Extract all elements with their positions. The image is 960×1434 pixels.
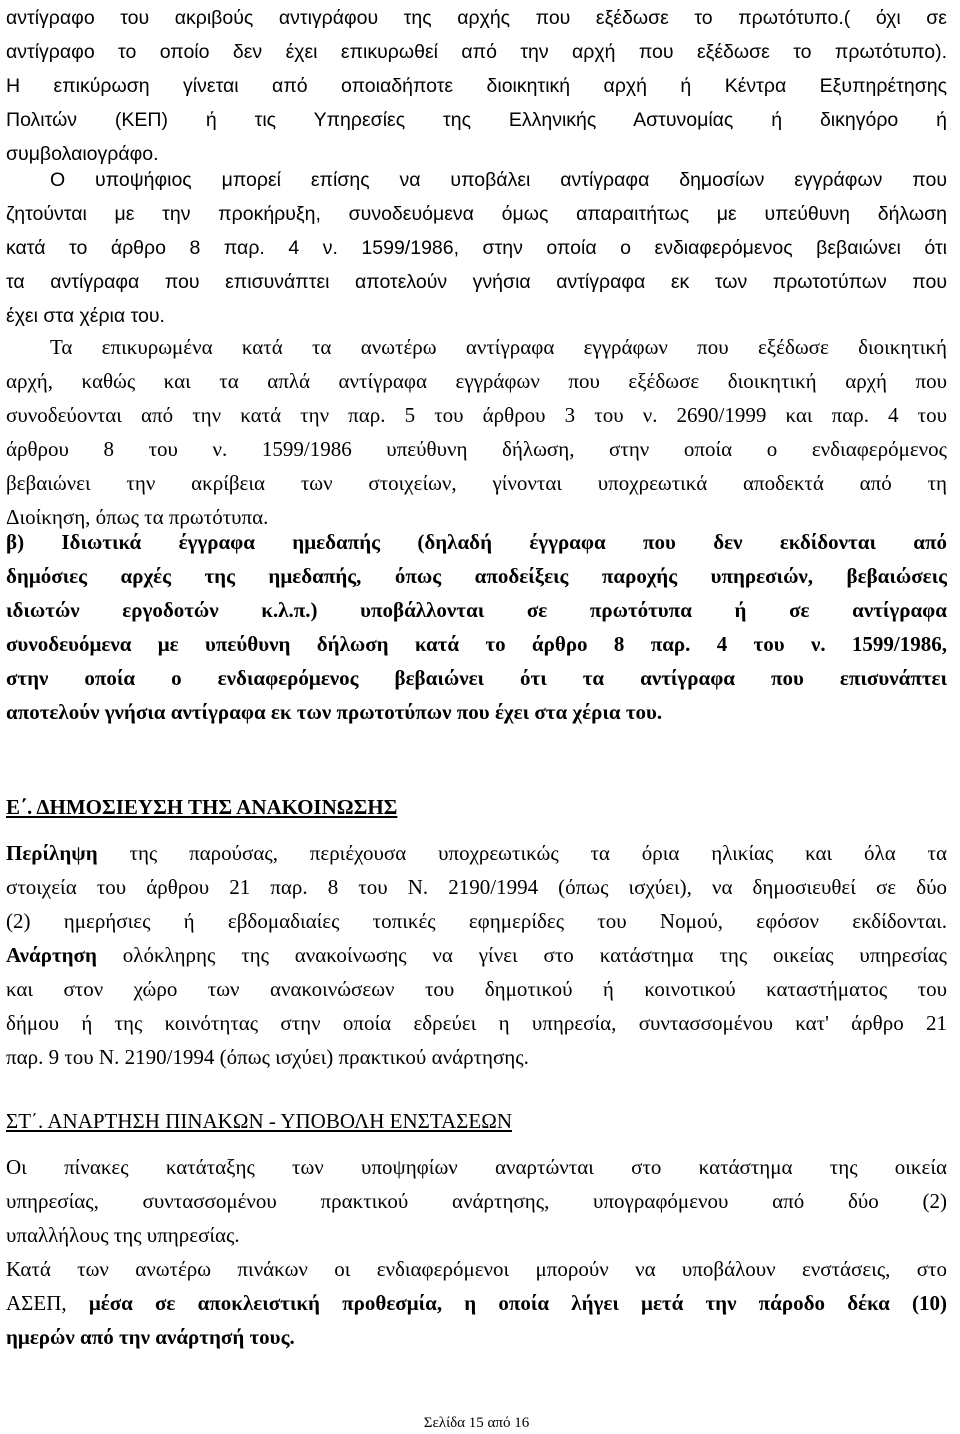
text-line: υπηρεσίας, συντασσομένου πρακτικού ανάρτησης, υπογραφόμενου από δύο (2) (6, 1189, 947, 1213)
text-line: συμβολαιογράφο. (6, 143, 159, 165)
text-line: στοιχεία του άρθρου 21 παρ. 8 του Ν. 2190/1994 (όπως ισχύει), να δημοσιευθεί σε δύο (6, 875, 947, 899)
text-line: αρχή, καθώς και τα απλά αντίγραφα εγγράφων που εξέδωσε διοικητική αρχή που (6, 369, 947, 393)
text-line: (2) ημερήσιες ή εβδομαδιαίες τοπικές εφημερίδες του Νομού, εφόσον εκδίδονται. (6, 909, 947, 933)
section-e-body (6, 836, 947, 1074)
text-line: ιδιωτών εργοδοτών κ.λ.π.) υποβάλλονται σε πρωτότυπα ή σε αντίγραφα (6, 598, 947, 622)
text-line: β) Ιδιωτικά έγγραφα ημεδαπής (δηλαδή έγγραφα που δεν εκδίδονται από (6, 530, 947, 554)
text-line: ζητούνται με την προκήρυξη, συνοδευόμενα όμως απαραιτήτως με υπεύθυνη δήλωση (6, 203, 947, 225)
text-line: αντίγραφο το οποίο δεν έχει επικυρωθεί από την αρχή που εξέδωσε το πρωτότυπο). (6, 41, 947, 63)
text-line: Διοίκηση, όπως τα πρωτότυπα. (6, 505, 269, 529)
text-line: ημερών από την ανάρτησή τους. (6, 1325, 295, 1349)
text-line: κατά το άρθρο 8 παρ. 4 ν. 1599/1986, στην οποία ο ενδιαφερόμενος βεβαιώνει ότι (6, 237, 947, 259)
text-line: Ο υποψήφιος μπορεί επίσης να υποβάλει αντίγραφα δημοσίων εγγράφων που (50, 169, 947, 191)
certified-copies-paragraph (6, 330, 947, 534)
text-line: συνοδεύονται από την κατά την παρ. 5 του άρθρου 3 του ν. 2690/1999 και παρ. 4 του (6, 403, 947, 427)
text-run: ολόκληρης της ανακοίνωσης να γίνει στο κατάστημα της οικείας υπηρεσίας (96, 943, 947, 967)
section-e-heading: Ε΄. ΔΗΜΟΣΙΕΥΣΗ ΤΗΣ ΑΝΑΚΟΙΝΩΣΗΣ (6, 795, 398, 819)
posting-label: Ανάρτηση (6, 943, 97, 967)
text-line: συνοδευόμενα με υπεύθυνη δήλωση κατά το άρθρο 8 παρ. 4 του ν. 1599/1986, (6, 632, 947, 656)
text-run: ΑΣΕΠ, (6, 1291, 89, 1315)
text-line: έχει στα χέρια του. (6, 305, 165, 327)
text-line: υπαλλήλους της υπηρεσίας. (6, 1223, 240, 1247)
candidate-copies-paragraph (6, 163, 947, 333)
deadline-text: μέσα σε αποκλειστική προθεσμία, η οποία λήγει μετά την πάροδο δέκα (10) (88, 1291, 947, 1315)
text-line: αποτελούν γνήσια αντίγραφα εκ των πρωτοτύπων που έχει στα χέρια του. (6, 700, 663, 724)
page-number-footer: Σελίδα 15 από 16 (423, 1415, 530, 1431)
section-st-paragraph-2 (6, 1252, 947, 1354)
text-line: Κατά των ανωτέρω πινάκων οι ενδιαφερόμενοι μπορούν να υποβάλουν ενστάσεις, στο (6, 1257, 947, 1281)
text-line: δήμου ή της κοινότητας στην οποία εδρεύει η υπηρεσία, συντασσομένου κατ' άρθρο 21 (6, 1011, 947, 1035)
text-line: Πολιτών (ΚΕΠ) ή τις Υπηρεσίες της Ελληνικής Αστυνομίας ή δικηγόρο ή (6, 109, 947, 131)
section-st-heading: ΣΤ΄. ΑΝΑΡΤΗΣΗ ΠΙΝΑΚΩΝ - ΥΠΟΒΟΛΗ ΕΝΣΤΑΣΕΩΝ (6, 1109, 512, 1133)
text-line: Οι πίνακες κατάταξης των υποψηφίων αναρτώνται στο κατάστημα της οικεία (6, 1155, 947, 1179)
text-line: άρθρου 8 του ν. 1599/1986 υπεύθυνη δήλωση, στην οποία ο ενδιαφερόμενος (6, 437, 947, 461)
text-line: παρ. 9 του Ν. 2190/1994 (όπως ισχύει) πρακτικού ανάρτησης. (6, 1045, 529, 1069)
private-documents-paragraph (6, 525, 947, 729)
text-line (6, 938, 947, 972)
text-line: βεβαιώνει την ακρίβεια των στοιχείων, γίνονται υποχρεωτικά αποδεκτά από τη (6, 471, 947, 495)
document-page (6, 0, 947, 1434)
text-line: Η επικύρωση γίνεται από οποιαδήποτε διοικητική αρχή ή Κέντρα Εξυπηρέτησης (6, 75, 947, 97)
section-st-paragraph-1 (6, 1150, 947, 1252)
summary-label: Περίληψη (6, 841, 98, 865)
text-run: της παρούσας, περιέχουσα υποχρεωτικώς τα όρια ηλικίας και όλα τα (97, 841, 947, 865)
text-line: στην οποία ο ενδιαφερόμενος βεβαιώνει ότι τα αντίγραφα που επισυνάπτει (6, 666, 947, 690)
text-line: Τα επικυρωμένα κατά τα ανωτέρω αντίγραφα εγγράφων που εξέδωσε διοικητική (50, 335, 947, 359)
text-line: δημόσιες αρχές της ημεδαπής, όπως αποδείξεις παροχής υπηρεσιών, βεβαιώσεις (6, 564, 947, 588)
text-line (6, 836, 947, 870)
text-line: τα αντίγραφα που επισυνάπτει αποτελούν γνήσια αντίγραφα εκ των πρωτοτύπων που (6, 271, 947, 293)
text-line: και στον χώρο των ανακοινώσεων του δημοτικού ή κοινοτικού καταστήματος του (6, 977, 947, 1001)
text-line (6, 1286, 947, 1320)
intro-paragraph (6, 1, 947, 171)
text-line: αντίγραφο του ακριβούς αντιγράφου της αρχής που εξέδωσε το πρωτότυπο.( όχι σε (6, 7, 947, 29)
